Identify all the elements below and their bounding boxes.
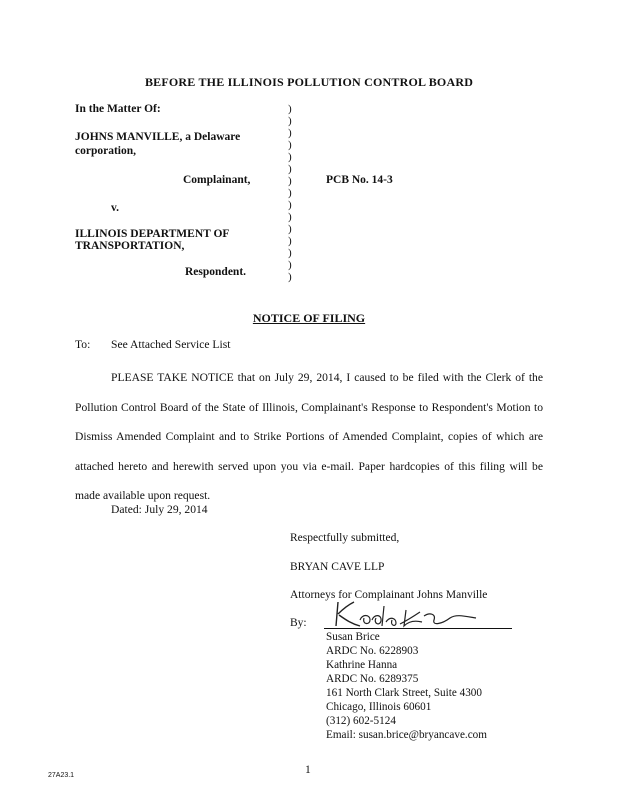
to-value: See Attached Service List [111,338,231,351]
board-title: BEFORE THE ILLINOIS POLLUTION CONTROL BOARD [144,75,474,89]
signatory-name-1: Susan Brice [326,631,380,643]
signature-line [324,628,512,629]
by-label: By: [290,617,307,629]
dated-line: Dated: July 29, 2014 [111,503,208,516]
complainant-name-line2: corporation, [75,145,137,157]
respondent-name-line2: TRANSPORTATION, [75,240,185,252]
versus-label: v. [111,202,119,214]
handwritten-signature [326,596,516,632]
case-number: PCB No. 14-3 [326,174,393,186]
closing-text: Respectfully submitted, [290,532,400,544]
footer-code: 27A23.1 [48,772,75,779]
signatory-phone: (312) 602-5124 [326,715,396,727]
signatory-email: Email: susan.brice@bryancave.com [326,729,487,741]
complainant-role: Complainant, [183,174,251,186]
notice-heading: NOTICE OF FILING [252,311,366,325]
respondent-name-line1: ILLINOIS DEPARTMENT OF [75,228,230,240]
signatory-address-city: Chicago, Illinois 60601 [326,701,432,713]
attorneys-for: Attorneys for Complainant Johns Manville [290,589,488,601]
signatory-ardc-2: ARDC No. 6289375 [326,673,419,685]
complainant-name-line1: JOHNS MANVILLE, a Delaware [75,131,241,143]
body-paragraph: PLEASE TAKE NOTICE that on July 29, 2014, I caused to be filed with the Clerk of the Pollution Control Board of the State of Illinois, Complainant's Response to Respondent's Motion to Dismiss Amended Complaint and to Strike Portions of Amended Complaint, copies of which are attached hereto and herewith served upon you via e-mail. Paper hardcopies of this filing will be made available upon request. [75,371,543,502]
caption-parentheses: ) ) ) ) ) ) ) ) ) ) ) ) ) ) ) [288,103,292,283]
signatory-ardc-1: ARDC No. 6228903 [326,645,419,657]
to-label: To: [75,338,91,351]
signatory-address-street: 161 North Clark Street, Suite 4300 [326,687,482,699]
in-the-matter-label: In the Matter Of: [75,103,161,115]
signatory-name-2: Kathrine Hanna [326,659,398,671]
signatory-block [326,630,487,742]
page-number: 1 [305,763,311,776]
respondent-role: Respondent. [185,266,247,278]
firm-name: BRYAN CAVE LLP [290,561,385,573]
